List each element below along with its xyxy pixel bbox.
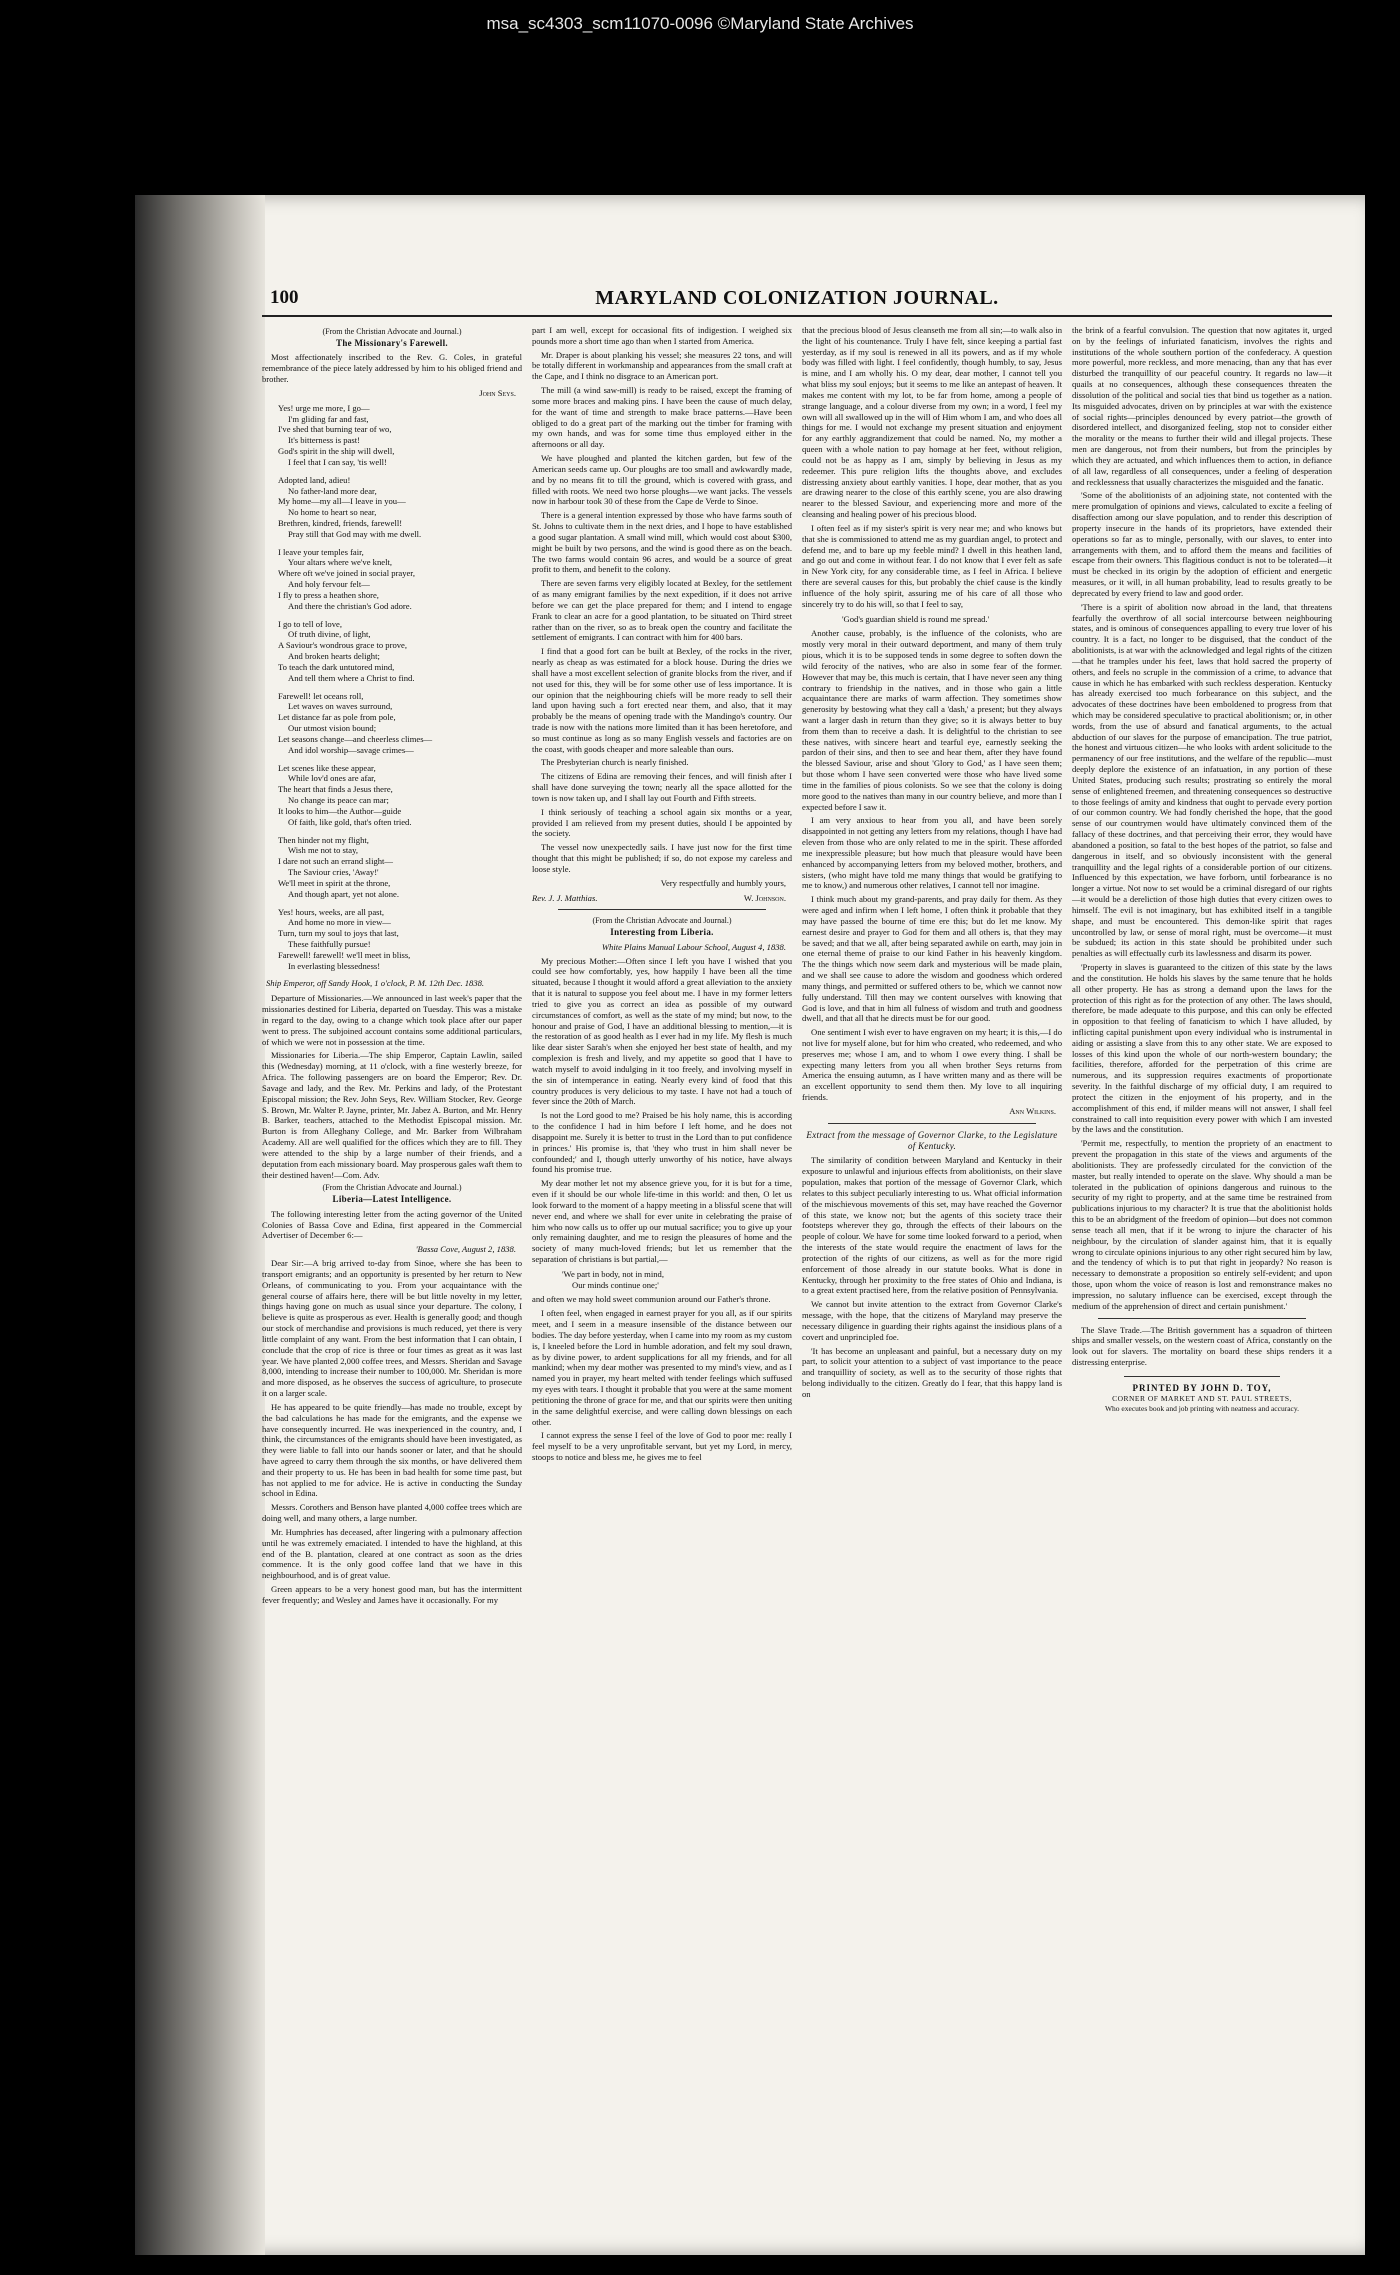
verse-line: 'God's guardian shield is round me spread.' — [842, 613, 990, 624]
poem-line: Your altars where we've knelt, — [288, 557, 393, 568]
printer-address: CORNER OF MARKET AND ST. PAUL STREETS, — [1112, 1394, 1292, 1404]
paragraph: The following interesting letter from the acting governor of the United Colonies of Bassa Cove and Edina, first appeared in the Commercial Advertiser of December 6:— — [262, 1208, 522, 1241]
poem-line: While lov'd ones are afar, — [288, 773, 376, 784]
paragraph: The mill (a wind saw-mill) is ready to be raised, except the framing of some more braces and making pins. I have been the cause of much delay, for the want of time and strength to make brace patterns.—Have been obliged to do a great part of the marking out the timber for framing with my own hands, and was for some time thus employed either in the afternoons or all day. — [532, 385, 792, 450]
poem-stanza — [278, 763, 522, 828]
letter-signature: W. Johnson. — [743, 892, 786, 903]
paragraph: One sentiment I wish ever to have engraven on my heart; it is this,—I do not live for myself alone, but for him who created, who redeemed, and who preserves me; whose I am, and to whom I owe every thing. I shall be expecting many letters from you all when brother Seys returns from America the ensuing autumn, as I have written many and as there will be an excellent opportunity to send them then. My love to all inquiring friends. — [802, 1027, 1062, 1103]
poem-line: To teach the dark untutored mind, — [278, 661, 395, 672]
poem-line: Let waves on waves surround, — [288, 701, 393, 712]
article-columns — [262, 325, 1332, 2215]
poem-line: I fly to press a heathen shore, — [278, 589, 379, 600]
poem-stanza — [278, 547, 522, 612]
paragraph: I think seriously of teaching a school again six months or a year, provided I am relieved from my present duties, should I be appointed by the society. — [532, 806, 792, 839]
paragraph: The vessel now unexpectedly sails. I have just now for the first time thought that this might be published; if so, do not expose my careless and loose style. — [532, 842, 792, 874]
paragraph: The Slave Trade.—The British government has a squadron of thirteen ships and smaller vessels, on the western coast of Africa, constantly on the look out for slavers. The mortality on board these ships renders it a distressing enterprise. — [1072, 1324, 1332, 1368]
paragraph: 'Permit me, respectfully, to mention the propriety of an enactment to prevent the propagation in this state of the views and arguments of the abolitionists. They are professedly circulated for the conviction of the master, but really intended to operate on the slave. Why should a man be tolerated in the publication of opinions dangerous and ruinous to the security of my right to property, and at the same time be restrained from publications injurious to my character? It is true that the abolitionist holds this to be an abridgment of the freedom of opinion—but does not common sense teach all men, that if it be wrong to injure the character of his neighbour, by the circulation of slander against him, that it is equally wrong to circulate opinions injurious to any other right secured him by law, and the tendency of which is to put that right in jeopardy? No reason is necessary to demonstrate a proposition so entirely self-evident; and upon those, upon whom the voice of reason is lost and remonstrance makes no impression, no salutary influence can be exercised, except through the medium of the apprehension of direct and certain punishment.' — [1072, 1138, 1332, 1311]
poem-line: I've shed that burning tear of wo, — [278, 424, 392, 435]
poem — [278, 403, 522, 972]
paragraph: I find that a good fort can be built at Bexley, of the rocks in the river, nearly as cheap as was estimated for a block house. During the dries we shall have a most excellent selection of granite blocks from the river, and if not used for this, they will be for some other use of less importance. It is our opinion that the neighbouring chiefs will be more ready to sell their land upon having such a fort erected near them, and also, that it may probably be the means of opening trade with the Mandingo's country. Our trade is now with the nations more limited than it has been heretofore, and so must continue as long as so many English vessels and factories are on the coast, with goods cheaper and more saleable than ours. — [532, 646, 792, 754]
poem-stanza — [278, 907, 522, 972]
closing-line: Very respectfully and humbly yours, — [660, 877, 786, 888]
poem-line: And holy fervour felt— — [288, 579, 370, 590]
paragraph: Most affectionately inscribed to the Rev. G. Coles, in grateful remembrance of the piece lately addressed by him to his obliged friend and brother. — [262, 352, 522, 385]
paragraph: My dear mother let not my absence grieve you, for it is but for a time, even if it should be our whole life-time in this world: and then, O let us look forward to the moment of a happy meeting in a blissful scene that will never end, and where we shall for ever unite in celebrating the praise of him who now calls us to offer up our mutual sacrifice; you to give up your only remaining daughter, and me to resign the pleasures of home and the society of many much-loved friends; but let us remember that the separation of christians is but partial,— — [532, 1178, 792, 1264]
paragraph: that the precious blood of Jesus cleanseth me from all sin;—to walk also in the light of his countenance. Truly I have felt, since keeping a partial fast yesterday, as if my soul is renewed in all its powers, and as if my whole body was filled with light. I feel confidently, though humbly, to say, Jesus is mine, and I am wholly his. O my dear, dear mother, I cannot tell you what bliss my soul enjoys; but it seems to me like an antepast of heaven. It makes me content with my lot, to be far from home, among a people of strange language, and a colour diverse from my own; in a word, I feel my own will all swallowed up in the will of Him whom I am, and who does all things for me. I would not exchange my present situation and enjoyment for any earthly aggrandizement that could be named. No, my mother a queen with a whole nation to pay homage at her feet, without religion, could not be as happy as I am, simply by believing in Jesus as my redeemer. This pure religion lifts the thoughts above, and excludes distressing anxiety about earthly vanities. I hope, dear mother, that as you are drawing nearer to the close of this earthly scene, you are also drawing nearer to the blessed Saviour, and experiencing more and more of the cleansing and healing power of his precious blood. — [802, 325, 1062, 520]
paragraph: Dear Sir:—A brig arrived to-day from Sinoe, where she has been to transport emigrants; and an opportunity is presented by her return to New Orleans, of communicating to you. From your acquaintance with the general course of affairs here, there will be but little novelty in my letter, things having gone on much as usual since your departure. The colony, I believe is quite as prosperous as ever. Health is generally good; and though our stock of merchandise and provisions is much reduced, yet there is very little complaint of any want. From the best information that I can obtain, I conclude that the crop of rice is three or four times as great as it was last year. We have planted 2,000 coffee trees, and Messrs. Sheridan and Savage 8,000, intending to increase their number to 100,000. Mr. Sheridan is more and more disposed, as he observes the success of agriculture, to prosecute it on a larger scale. — [262, 1258, 522, 1399]
paragraph: Messrs. Corothers and Benson have planted 4,000 coffee trees which are doing well, and many others, a large number. — [262, 1502, 522, 1524]
printer-name: PRINTED BY JOHN D. TOY, — [1132, 1382, 1272, 1393]
poem-line: In everlasting blessedness! — [288, 960, 381, 971]
poem-line: These faithfully pursue! — [288, 938, 371, 949]
article-heading: Extract from the message of Governor Clarke, to the Legislature of Kentucky. — [806, 1129, 1058, 1152]
verse-quote — [562, 1269, 792, 1291]
poem-line: I go to tell of love, — [278, 618, 342, 629]
poem-line: No home to heart so near, — [288, 507, 377, 518]
paragraph: and often we may hold sweet communion around our Father's throne. — [532, 1294, 771, 1305]
paragraph: I think much about my grand-parents, and pray daily for them. As they were aged and infirm when I left home, I often think it probable that they may have passed the bourne of time ere this; but do let me know. My earnest desire and prayer to God for them and all others is, that they may be saved; and that we all, after being separated awhile on earth, may join in one eternal theme of praise to our kind Father in his heavenly kingdom. The the things which now seem dark and mysterious will be made plain, and we shall see cause to adore the wisdom and goodness which ordered many things, and permitted or suffered others to be, which we cannot now fully understand. Till then may we content ourselves with knowing that God is love, and that in him all fulness of wisdom and truth and goodness dwell, and that all that he directs must be for our good. — [802, 894, 1062, 1024]
poem-line: My home—my all—I leave in you— — [278, 496, 406, 507]
letter-recipient: Rev. J. J. Matthias. — [532, 892, 598, 903]
poem-line: We'll meet in spirit at the throne, — [278, 877, 391, 888]
article-heading: Interesting from Liberia. — [610, 927, 714, 938]
poem-line: It looks to him—the Author—guide — [278, 805, 402, 816]
printer-services: Who executes book and job printing with neatness and accuracy. — [1104, 1403, 1300, 1413]
book-spine-shadow — [135, 195, 265, 2255]
poem-line: Yes! urge me more, I go— — [278, 402, 370, 413]
poem-line: I'm gliding far and fast, — [288, 413, 369, 424]
paragraph: The Presbyterian church is nearly finished. — [541, 757, 689, 768]
paragraph: My precious Mother:—Often since I left you have I wished that you could see how comfortably, yes, how happily I have been all the time situated, because I thought it would afford a great alleviation to the anxiety that it is natural to suppose you feel about me. I have in my former letters tried to give you as correct an idea as possible of my outward circumstances of comfort, as well as the state of my mind; but now, to the honour and praise of God, I have an additional blessing to mention,—it is the restoration of as good health as I ever had in my life. My flesh is much like dear sister Sarah's when she enjoyed her best state of health, and my complexion is fresh and lively, and my appetite so good that I have to watch myself to avoid indulging in it too freely, and involving myself in the sin of intemperance in eating. Nearly every kind of food that this country produces is very delicious to my taste. I have not had a touch of fever since the 20th of March. — [532, 955, 792, 1107]
poem-line: I dare not such an errand slight— — [278, 856, 394, 867]
author-signature: John Seys. — [479, 387, 516, 398]
poem-line: And there the christian's God adore. — [288, 600, 412, 611]
poem-line: God's spirit in the ship will dwell, — [278, 446, 395, 457]
verse-line: Our minds continue one;' — [572, 1279, 659, 1290]
poem-line: Of truth divine, of light, — [288, 629, 371, 640]
source-note: (From the Christian Advocate and Journal.) — [322, 327, 462, 336]
paragraph: 'Property in slaves is guaranteed to the citizen of this state by the laws and the constitution. He holds his slaves by the same tenure that he holds all other property. He has as strong a demand upon the laws for the protection of this right as for the protection of any other. The laws should, therefore, be made adequate to this purpose, and this can only be effected in opposition to that feeling of fanaticism to which I have alluded, by inflicting capital punishment upon every individual who is instrumental in aiding or assisting a slave from this to any other state. We are exposed to losses of this kind upon the whole of our north-western boundary; the facilities, therefore, afforded for the perpetration of this crime are numerous, and its suppression requires exactments of proportionate severity. In the faithful discharge of my official duty, I am required to protect the citizen in the enjoyment of his property, and in the accomplishment of this end, if milder means will not answer, I shall feel constrained to call into requisition every power with which I am invested by the laws and the constitution. — [1072, 962, 1332, 1135]
poem-stanza — [278, 475, 522, 540]
paragraph: I cannot express the sense I feel of the love of God to poor me: really I feel myself to be a very unprofitable servant, but yet my Lord, in mercy, stoops to notice and bless me, he gives me to feel — [532, 1430, 792, 1463]
poem-line: Our utmost vision bound; — [288, 723, 377, 734]
poem-stanza — [278, 835, 522, 900]
imprint-rule — [1124, 1376, 1280, 1377]
poem-line: It's bitterness is past! — [288, 435, 360, 446]
section-divider — [828, 1123, 1036, 1124]
paragraph: There are seven farms very eligibly located at Bexley, for the settlement of as many emigrant families by the next expedition, if it does not arrive before we can get the place prepared for them; and I intend to engage Frank to clear an acre for a good plantation, to be situated on Third street rather than on the river, so as to break open the country and facilitate the settlement of emigrants. I can contract with him for 400 bars. — [532, 578, 792, 643]
poem-line: Let distance far as pole from pole, — [278, 712, 396, 723]
poem-line: I feel that I can say, 'tis well! — [288, 456, 387, 467]
poem-stanza — [278, 619, 522, 684]
section-divider — [558, 909, 766, 910]
poem-line: Farewell! farewell! we'll meet in bliss, — [278, 949, 411, 960]
paragraph: The citizens of Edina are removing their fences, and will finish after I shall have done surveying the town; nearly all the space allotted for the town is now taken up, and I shall lay out Fourth and Fifth streets. — [532, 771, 792, 803]
column-4 — [1072, 325, 1332, 2215]
page-number: 100 — [270, 287, 299, 308]
poem-line: I leave your temples fair, — [278, 546, 364, 557]
poem-line: And idol worship—savage crimes— — [288, 744, 414, 755]
dateline: 'Bassa Cove, August 2, 1838. — [415, 1244, 516, 1255]
poem-line: Of faith, like gold, that's often tried. — [288, 816, 412, 827]
section-divider — [1098, 1318, 1306, 1319]
paragraph: Another cause, probably, is the influence of the colonists, who are mostly very moral in their outward deportment, and many of them truly pious, which it is to be supposed tends in some degree to soften down the wild ferocity of the natives, who are also in some fear of the former. However that may be, this much is certain, that I have never seen any thing contrary to friendship in the natives, and in those who gain a little acquaintance there are marks of warm affection. They sometimes show generosity by bestowing what they call a 'dash,' a present; but they always want a larger dash in return than they give; so it is always better to buy from them than to receive a dash. It is delightful to the christian to see these natives, with sincere heart and tearful eye, earnestly seeking the pardon of their sins, and then to see and hear them, after they have found the blessed Saviour, arise and shout 'Glory to God,' as I have seen them; but those whom I have seen converted were those who have lived some time in the families of pious colonists. So we see that the colony is doing more good to the natives than many in our country believe, and more than I expected before I saw it. — [802, 628, 1062, 812]
poem-stanza — [278, 403, 522, 468]
poem-line: No change its peace can mar; — [288, 795, 389, 806]
poem-line: Let seasons change—and cheerless climes— — [278, 733, 433, 744]
column-3 — [802, 325, 1062, 2215]
poem-line: The Saviour cries, 'Away!' — [288, 867, 379, 878]
poem-dateline: Ship Emperor, off Sandy Hook, 1 o'clock, P. M. 12th Dec. 1838. — [266, 978, 485, 989]
poem-line: Turn, turn my soul to joys that last, — [278, 928, 399, 939]
archive-watermark-label: msa_sc4303_scm11070-0096 ©Maryland State Archives — [486, 14, 914, 33]
paragraph: We cannot but invite attention to the extract from Governor Clarke's message, with the hope, that the citizens of Maryland may preserve the necessary diligence in guarding their rights against the insidious plans of a covert and unprincipled foe. — [802, 1299, 1062, 1342]
paragraph: I often feel as if my sister's spirit is very near me; and who knows but that she is commissioned to attend me as my guardian angel, to protect and defend me, and to bare up my feeble mind? I dwell in this heathen land, and go out and come in without fear. I do not know that I ever felt as safe in New York city, for any considerable time, as I feel in Africa. I believe there are several causes for this, but probably the chief cause is the kindly influence of the holy spirit, assuring me of his care of all those who sincerely try to do his will, so that I feel to say, — [802, 522, 1062, 609]
paragraph: He has appeared to be quite friendly—has made no trouble, except by the bad calculations he has made for the emigrants, and the expense we have consequently incurred. He was inexperienced in the country, and, I think, the circumstances of the emigrants should have been investigated, as they were liable to fall into our hands sooner or later, and that he should have agreed to carry them through the six months, or have delivered them and their property to us. He has been in bad health for some time past, but has not applied to me for advice. He is active in conducting the Sunday school in Edina. — [262, 1401, 522, 1499]
verse-quote — [842, 614, 1062, 625]
poem-line: Yes! hours, weeks, are all past, — [278, 906, 385, 917]
journal-title: MARYLAND COLONIZATION JOURNAL. — [595, 287, 999, 309]
article-heading: The Missionary's Farewell. — [336, 338, 448, 349]
paragraph: We have ploughed and planted the kitchen garden, but few of the American seeds came up. Our ploughs are too small and awkwardly made, and by no means fit to till the ground, which is covered with grass, and filled with roots. We need two horse ploughs—we want jacks. The vessels now in harbour took 30 of these from the Cape de Verde to Sinoe. — [532, 453, 792, 507]
article-heading: Liberia—Latest Intelligence. — [332, 1194, 452, 1205]
poem-line: Farewell! let oceans roll, — [278, 690, 364, 701]
poem-line: A Saviour's wondrous grace to prove, — [278, 640, 407, 651]
paragraph: part I am well, except for occasional fits of indigestion. I weighed six pounds more a short time ago than when I started from America. — [532, 325, 792, 346]
column-1 — [262, 325, 522, 2215]
poem-line: Pray still that God may with me dwell. — [288, 528, 422, 539]
paragraph: Mr. Draper is about planking his vessel; she measures 22 tons, and will be totally different in workmanship and appearances from the small craft at the Cape, and I think no disgrace to an American port. — [532, 349, 792, 382]
poem-line: Adopted land, adieu! — [278, 474, 351, 485]
poem-line: The heart that finds a Jesus there, — [278, 784, 393, 795]
author-signature: Ann Wilkins. — [1009, 1105, 1056, 1116]
printer-imprint — [1072, 1376, 1332, 1413]
paragraph: I am very anxious to hear from you all, and have been sorely disappointed in not getting any letters from my relations, though I have had eleven from those who are only related to me in the spirit. These afforded me inexpressible pleasure; but how much that pleasure would have been enhanced by accompanying letters from my beloved mother, brothers, and sisters, (who might have told me many things that would be gratifying to me to know,) and numerous other relatives, I cannot tell nor imagine. — [802, 815, 1062, 891]
paragraph: The similarity of condition between Maryland and Kentucky in their exposure to unlawful and injurious effects from abolitionists, on their slave population, makes that portion of the message of Governor Clark, which relates to this subject peculiarly interesting to us. What official information of the mischievous movements of this set, may have reached the Governor of this state, we know not; but the agents of this society trace their footsteps wherever they go, through the effects of their labours on the people of colour. We have for some time looked forward to a period, when the interests of the state would require the enactment of laws for the protection of the rights of our citizens, as well as for the more rigid enforcement of those already in our statute books. What is done in Kentucky, through her proximity to the free states of Ohio and Indiana, is to a great extent practised here, from the relative position of Pennsylvania. — [802, 1155, 1062, 1296]
poem-line: Where oft we've joined in social prayer, — [278, 568, 415, 579]
journal-page — [262, 285, 1332, 2235]
source-note: (From the Christian Advocate and Journal.) — [322, 1183, 462, 1193]
paragraph: Is not the Lord good to me? Praised be his holy name, this is according to the confidence I had in him before I left home, and he does not disappoint me. Surely it is better to trust in the Lord than to put confidence in princes.' His promise is, that 'they who trust in him shall never be confounded;' and I, though utterly unworthy of his notice, have always found his promise true. — [532, 1110, 792, 1175]
poem-line: Then hinder not my flight, — [278, 834, 369, 845]
paragraph: 'Some of the abolitionists of an adjoining state, not contented with the mere promulgation of opinions and views, calculated to excite a feeling of disaffection among our slave population, and to render this description of property insecure in the hands of its proprietors, have extended their operations so far as to mingle, personally, with our slaves, to enter into arrangements with them, and to afford them the means and facilities of escape from their owners. This flagitious conduct is not to be tolerated—it must be checked in its origin by the adoption of efficient and energetic measures, or it will, in all human probability, lead to results greatly to be deprecated by every friend to law and good order. — [1072, 490, 1332, 598]
poem-line: Brethren, kindred, friends, farewell! — [278, 518, 403, 528]
page-header — [262, 285, 1332, 317]
source-note: (From the Christian Advocate and Journal.) — [592, 916, 732, 926]
poem-line: And home no more in view— — [288, 917, 391, 928]
paragraph: 'There is a spirit of abolition now abroad in the land, that threatens fearfully the overthrow of all social intercourse between neighbouring states, and is ominous of consequences appalling to every true lover of his country. It is a fact, no longer to be disguised, that the conduct of the abolitionists, is at war with the acknowledged and legal rights of the citizen—that he tramples under his feet, laws that hold sacred the property of others, and feels no scruple in the commission of a crime, to advance that cause in which he has embarked with such reckless desperation. Kentucky has already exercised too much forbearance on this subject, and the advocates of these doctrines have been emboldened to progress from that which may be considered speculative to practical abolitionism; or, in other words, from the use of absurd and fanatical arguments, to the actual abduction of our slaves for the purpose of emancipation. The true patriot, the honest and virtuous citizen—he who looks with ardent solicitude to the permanency of our free institutions, and the welfare of the republic—must deeply deplore the existence of an infatuation, in any portion of these United States, producing such results; prostrating so entirely the moral sense of enlightened freemen, and threatening consequences so destructive to those feelings of amity and kindness that ought to pervade every portion of our common country. We had fondly cherished the hope, that the good sense of our countrymen would have ultimately convinced them of the fallacy of these doctrines, and that perceiving their error, they would have abandoned a position, so fatal to the best hopes of the patriot, so false and dangerous in itself, and so obviously inconsistent with the general tranquillity and the legal rights of a considerable portion of our citizens. Influenced by this expectation, we have forborn, until forbearance is no longer a virtue. Not now to set would be a criminal disregard of our rights—it would be a dereliction of those high duties that every citizen owes to himself. The evil is not imaginary, but has exhibited itself in a tangible shape, and must be encountered. This demon-like spirit that rages uncontrolled by law, or sense of moral right, must be overcome—it must be subdued; its action in this state should be prohibited under such penalties as will effectually curb its lawlessness and disarm its power. — [1072, 601, 1332, 959]
poem-line: Let scenes like these appear, — [278, 762, 376, 773]
poem-line: And broken hearts delight; — [288, 651, 380, 662]
verse-line: 'We part in body, not in mind, — [562, 1268, 664, 1279]
paragraph: the brink of a fearful convulsion. The question that now agitates it, urged on by the feelings of infuriated fanaticism, involves the rights and institutions of the whole southern portion of the confederacy. A question more powerful, more reckless, and more menacing, than any that has ever disturbed the tranquillity of our peaceful country. It regards no law—it quails at no consequences, although these consequences threaten the dissolution of the political and social ties that bind us together as a nation. Its misguided advocates, driven on by principles at war with the existence of social rights—principles denounced by every patriot—the growth of disordered intellect, and disorganized feeling, stop not to consider either the morality or the means to further their wild and illegal projects. These men are dangerous, not from their numbers, but from the principles by which they are actuated, and which influences them to action, in defiance of all law, regardless of all consequences, under a feeling of desperation and recklessness that usually characterizes the misguided and the fanatic. — [1072, 325, 1332, 487]
dateline: White Plains Manual Labour School, August 4, 1838. — [601, 941, 786, 952]
paragraph: 'It has become an unpleasant and painful, but a necessary duty on my part, to solicit your attention to a subject of vast importance to the peace and tranquillity of society, as well as to the security of those rights that belong individually to the citizen. Greatly do I fear, that this happy land is on — [802, 1345, 1062, 1399]
paragraph: Mr. Humphries has deceased, after lingering with a pulmonary affection until he was extremely emaciated. I intended to have the highland, at this end of the B. plantation, cleared at one contract as soon as the dries commence. It is the only good coffee land that we have in this neighbourhood, and is of great value. — [262, 1526, 522, 1581]
paragraph: Green appears to be a very honest good man, but has the intermittent fever frequently; and Wesley and James have it occasionally. For my — [262, 1584, 522, 1605]
poem-line: No father-land more dear, — [288, 485, 377, 496]
paragraph: Missionaries for Liberia.—The ship Emperor, Captain Lawlin, sailed this (Wednesday) morning, at 11 o'clock, with a fine westerly breeze, for Africa. The following passengers are on board the Emperor; Rev. Dr. Savage and lady, and the Rev. Mr. Perkins and lady, of the Protestant Episcopal mission; the Rev. John Seys, Rev. William Stocker, Rev. George S. Brown, Mr. Walter P. Jayne, printer, Mr. Jabez A. Burton, and Mr. Henry B. Barker, teachers, attached to the Methodist Episcopal mission. Mr. Burton is from Alleghany College, and Mr. Barker from Wilbraham Academy. All are well qualified for the offices which they are to fill. They were attended to the ship by a large number of their friends, and a deputation from each missionary board. May prosperous gales waft them to their destined haven!—Com. Adv. — [262, 1050, 522, 1180]
poem-stanza — [278, 691, 522, 756]
paragraph: There is a general intention expressed by those who have farms south of St. Johns to cultivate them in the next dries, and I hope to have established a good sugar plantation. A small wind mill, which would cost about $300, might be built by two persons, and the wind is good there as on the beach. The two farms would contain 96 acres, and would be a source of great profit to them, and benefit to the colony. — [532, 510, 792, 575]
column-2 — [532, 325, 792, 2215]
paragraph: Departure of Missionaries.—We announced in last week's paper that the missionaries destined for Liberia, departed on Tuesday. This was a mistake in regard to the day, owing to a change which took place after our paper went to press. The subjoined account contains some additional particulars, of which we were not in possession at the time. — [262, 993, 522, 1047]
poem-line: And tell them where a Christ to find. — [288, 672, 415, 683]
poem-line: And though apart, yet not alone. — [288, 888, 399, 899]
paragraph: I often feel, when engaged in earnest prayer for you all, as if our spirits meet, and I seem in a measure insensible of the distance between our bodies. The day before yesterday, when I came into my room as my custom is, I kneeled before the Lord in humble adoration, and felt my soul drawn, as by divine power, to ardent supplications for all my friends, and for all mankind; when my dear mother was presented to my mind's view, and as I named you in prayer, my heart melted with tender feelings which suffused my eyes with tears. I thought it probable that you were at the same moment petitioning the throne of grace for me, and that our spirits were then uniting in the same delightful exercise, and were calling down blessings on each other. — [532, 1308, 792, 1427]
poem-line: Wish me not to stay, — [288, 845, 358, 856]
